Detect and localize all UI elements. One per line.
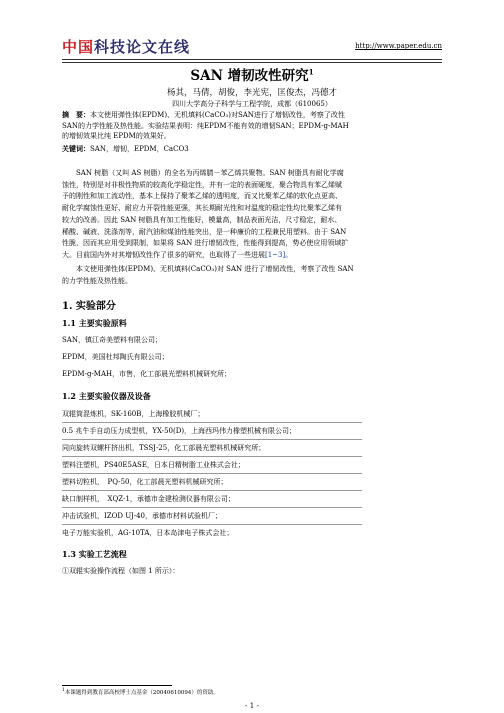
- title-footnote-mark: 1: [308, 67, 314, 77]
- line-divider: [62, 490, 362, 491]
- footnote: [62, 688, 219, 696]
- abstract-line3: 的增韧效果比纯 EPDM的效果好。: [62, 132, 171, 140]
- site-url-link[interactable]: http://www.paper.edu.cn: [355, 42, 442, 50]
- equipment-item: 双辊筒混炼机，SK-160B，上海橡胶机械厂；: [62, 410, 205, 418]
- equipment-item: 同向旋转双螺杆挤出机，TSSJ-25，化工部晨光塑料机械研究所；: [62, 444, 266, 452]
- material-item: EPDM-g-MAH，市售，化工部晨光塑料机械研究所；: [62, 370, 232, 378]
- footnote-text: 本课题得到教育部高校博士点基金（20040610094）的资助。: [64, 690, 219, 696]
- line-divider: [62, 524, 362, 525]
- subsection-materials: 1.1 主要实验原料: [62, 318, 127, 328]
- page-number: - 1 -: [245, 702, 259, 710]
- intro-paragraph-2: 本文使用弹性体(EPDM)、无机填料(CaCO₃)对 SAN 进行了增韧改性，考察了改性 SAN 的力学性能及热性能。: [62, 265, 354, 285]
- line-divider: [62, 439, 362, 440]
- header-rule: [62, 59, 442, 60]
- abstract: [62, 110, 442, 142]
- paper-title: SAN 增韧改性研究$^1$: [190, 67, 314, 84]
- line-divider: [62, 456, 362, 457]
- equipment-item: 塑料切粒机， PQ-50，化工部晨光塑料机械研究所；: [62, 478, 228, 486]
- line-divider: [62, 507, 362, 508]
- equipment-item: 冲击试验机，IZOD UJ-40，承德市材料试验机厂；: [62, 512, 222, 520]
- abstract-line2: SAN的力学性能及热性能。实验结果表明：纯EPDM不能有效的增韧SAN；EPDM-g-MAH: [62, 121, 349, 130]
- logo-part2: 科技论文在线: [94, 38, 191, 56]
- subsection-equipment: 1.2 主要实验仪器及设备: [62, 391, 151, 401]
- abstract-label: 摘 要：: [62, 110, 90, 119]
- affiliation: 四川大学高分子科学与工程学院，成都（610065）: [172, 100, 332, 108]
- equipment-item: 电子万能实验机，AG-10TA，日本岛津电子株式会社；: [62, 529, 234, 537]
- line-divider: [62, 422, 362, 423]
- authors: 杨其，马倩，胡俊，李光宪，匡俊杰，冯德才: [166, 88, 337, 98]
- footnote-mark: 1: [62, 688, 65, 694]
- material-item: SAN，镇江奇美塑料有限公司；: [62, 336, 162, 344]
- logo: [62, 38, 190, 56]
- material-item: EPDM，美国杜邦陶氏有限公司；: [62, 353, 169, 361]
- subsection-process-flow: 1.3 实验工艺流程: [62, 549, 127, 559]
- intro-paragraph-1: SAN 树脂（又叫 AS 树脂）的全名为丙烯腈－苯乙烯共聚物。SAN 树脂具有耐化学腐 蚀性，特别是对非极性物质的较高化学稳定性，并有一定的表面硬度，聚合物具有苯乙烯赋 予的刚性和加工流动性，基本上保持了聚苯乙烯的透明度，而又比聚苯乙烯的软化点更高、 耐化学腐蚀性更好、耐应力开裂性能更强，其长期耐光性和对温度的稳定性均比聚苯乙烯有 较大的改善。因此 SAN 树脂具有加工性能好，模量高，制品表面光洁，尺寸稳定，耐水、 稀酸、碱液、洗涤剂等，耐汽油和煤油性能突出，是一种廉价的工程兼民用塑料。由于 SAN 性脆，因而其应用受到限制，如果将 SAN 进行增韧改性，性能得到提高，势必使应用领域扩 大。目前国内外对其增韧改性作了很多的研究，也取得了一些进展[1~3]。: [62, 169, 349, 259]
- line-divider: [62, 473, 362, 474]
- section-heading-experimental: 1. 实验部分: [62, 301, 116, 312]
- keywords-label: 关键词：: [62, 144, 90, 153]
- equipment-item: 缺口制样机， XQZ-1，承德市金建检测仪器有限公司；: [62, 495, 235, 503]
- equipment-item: 0.5 兆牛手自动压力成型机，YX-50(D)，上海西玛伟力橡塑机械有限公司；: [62, 427, 297, 435]
- footnote-rule: [62, 685, 172, 686]
- page-header: [62, 38, 442, 58]
- abstract-line1: 本文使用弹性体(EPDM)、无机填料(CaCO₃)对SAN进行了增韧改性，考察了改性: [90, 111, 345, 119]
- logo-part1: 中国: [62, 38, 95, 56]
- keywords-text: SAN，增韧，EPDM，CaCO3: [90, 145, 189, 153]
- equipment-item: 塑料注塑机，PS40E5ASE，日本日精树脂工业株式会社；: [62, 461, 245, 469]
- citation-link[interactable]: [1~3]: [265, 250, 286, 259]
- keywords: [62, 144, 442, 154]
- flow-description: ①双辊实验操作流程（如图 1 所示）：: [62, 567, 180, 575]
- header-rule-thin: [62, 62, 442, 63]
